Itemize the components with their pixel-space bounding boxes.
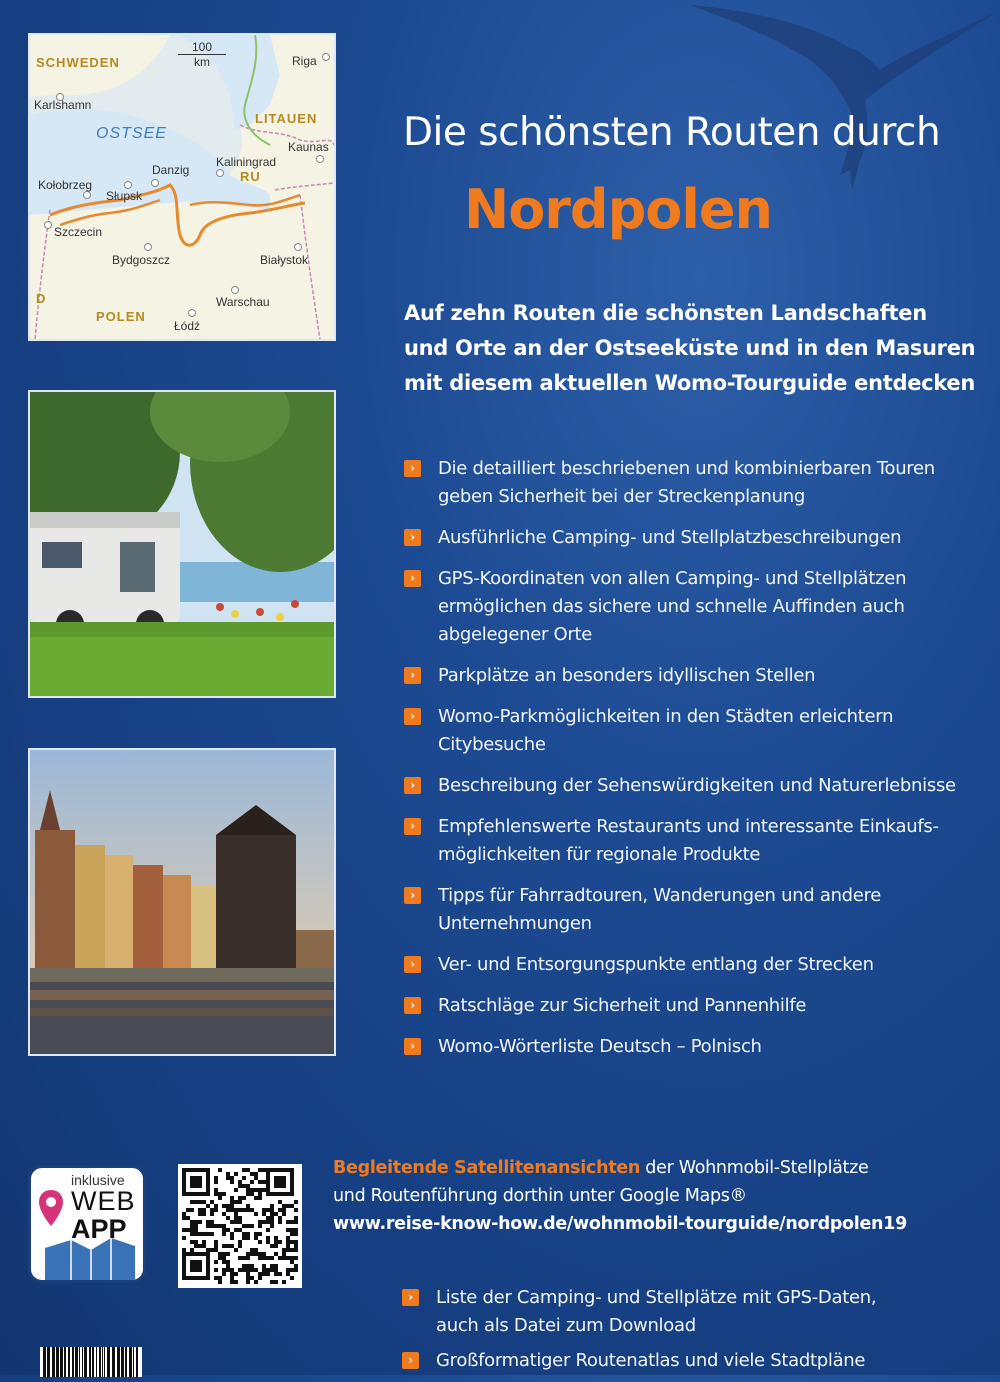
feature-list-bottom [402, 1284, 992, 1382]
feature-text: ermöglichen das sichere und schnelle Auffinden auch [438, 596, 905, 617]
web-app-badge [28, 1165, 146, 1283]
camper-photo-graphic [30, 392, 334, 696]
map-scale [178, 41, 226, 69]
chevron-right-icon: › [404, 460, 421, 477]
chevron-right-icon: › [402, 1352, 419, 1369]
satellite-info [333, 1154, 973, 1238]
satellite-text2: und Routenführung dorthin unter Google Maps® [333, 1186, 747, 1206]
chevron-right-icon: › [404, 887, 421, 904]
country-label-poland: POLEN [96, 309, 146, 324]
feature-item [402, 1347, 992, 1375]
feature-item [402, 1284, 992, 1340]
feature-item [404, 1033, 994, 1061]
feature-list [404, 455, 994, 1074]
chevron-right-icon: › [404, 956, 421, 973]
web-app-web: WEB [71, 1186, 136, 1216]
city-label: Kaunas [288, 140, 329, 154]
feature-item [404, 882, 994, 938]
feature-item [404, 951, 994, 979]
chevron-right-icon: › [402, 1289, 419, 1306]
city-label: Łódź [174, 319, 201, 333]
city-label: Kołobrzeg [38, 178, 93, 192]
qr-code[interactable] [178, 1164, 302, 1288]
city-label: Karlshamn [34, 98, 92, 112]
intro-line: mit diesem aktuellen Womo-Tourguide entdecken [404, 371, 975, 395]
sea-label: OSTSEE [96, 125, 167, 142]
region-title: Nordpolen [464, 178, 772, 241]
feature-text: geben Sicherheit bei der Streckenplanung [438, 486, 805, 507]
city-label: Białystok [260, 253, 309, 267]
city-label: Danzig [152, 163, 190, 177]
qr-code-graphic [178, 1164, 302, 1288]
scale-unit: km [194, 55, 210, 69]
feature-item [404, 455, 994, 511]
intro-line: und Orte an der Ostseeküste und in den Masuren [404, 336, 976, 360]
country-label-russia: RU [240, 169, 261, 184]
feature-text: Tipps für Fahrradtouren, Wanderungen und andere [438, 885, 882, 906]
feature-text: abgelegener Orte [438, 624, 593, 645]
feature-text: möglichkeiten für regionale Produkte [438, 844, 761, 865]
country-label-sweden: SCHWEDEN [36, 55, 120, 70]
country-label-germany: D [36, 291, 47, 306]
scale-value: 100 [178, 41, 226, 55]
chevron-right-icon: › [404, 708, 421, 725]
web-app-app: APP [71, 1214, 127, 1244]
feature-item [404, 772, 994, 800]
chevron-right-icon: › [404, 818, 421, 835]
feature-text: Unternehmungen [438, 913, 592, 934]
gdansk-photo [28, 748, 336, 1056]
feature-item [404, 992, 994, 1020]
country-label-lithuania: LITAUEN [255, 111, 318, 126]
web-app-inklusive: inklusive [71, 1172, 125, 1188]
feature-text: Parkplätze an besonders idyllischen Stellen [438, 665, 816, 686]
feature-text: Womo-Wörterliste Deutsch – Polnisch [438, 1036, 762, 1057]
intro-text [404, 296, 994, 401]
satellite-url-link[interactable]: www.reise-know-how.de/wohnmobil-tourguide/nordpolen19 [333, 1214, 907, 1234]
chevron-right-icon: › [404, 777, 421, 794]
city-label: Szczecin [54, 225, 103, 239]
city-label: Kaliningrad [216, 155, 277, 169]
feature-text: GPS-Koordinaten von allen Camping- und Stellplätzen [438, 568, 907, 589]
barcode-graphic [40, 1347, 142, 1377]
satellite-text1: der Wohnmobil-Stellplätze [640, 1158, 869, 1178]
gdansk-photo-graphic [30, 750, 334, 1054]
city-label: Bydgoszcz [112, 253, 171, 267]
feature-text: Ausführliche Camping- und Stellplatzbeschreibungen [438, 527, 902, 548]
barcode [40, 1347, 142, 1377]
map-pin-icon [31, 1168, 143, 1280]
feature-item [404, 662, 994, 690]
chevron-right-icon: › [404, 529, 421, 546]
feature-text: Die detailliert beschriebenen und kombinierbaren Touren [438, 458, 935, 479]
route-map [28, 33, 336, 341]
chevron-right-icon: › [404, 997, 421, 1014]
feature-text: Liste der Camping- und Stellplätze mit GPS-Daten, [436, 1287, 877, 1308]
camper-photo [28, 390, 336, 698]
satellite-highlight: Begleitende Satellitenansichten [333, 1158, 641, 1178]
headline: Die schönsten Routen durch [403, 110, 941, 155]
feature-text: Ratschläge zur Sicherheit und Pannenhilfe [438, 995, 807, 1016]
city-label: Riga [292, 54, 317, 68]
city-label: Słupsk [106, 189, 143, 203]
city-label: Warschau [216, 295, 270, 309]
feature-text: Citybesuche [438, 734, 546, 755]
feature-item [404, 703, 994, 759]
feature-item [404, 565, 994, 649]
chevron-right-icon: › [404, 1038, 421, 1055]
feature-text: Beschreibung der Sehenswürdigkeiten und Naturerlebnisse [438, 775, 956, 796]
feature-text: Empfehlenswerte Restaurants und interessante Einkaufs- [438, 816, 939, 837]
chevron-right-icon: › [404, 570, 421, 587]
feature-text: Ver- und Entsorgungspunkte entlang der Strecken [438, 954, 874, 975]
feature-text: Großformatiger Routenatlas und viele Stadtpläne [436, 1350, 866, 1371]
feature-item [404, 524, 994, 552]
feature-text: auch als Datei zum Download [436, 1315, 696, 1336]
feature-text: Womo-Parkmöglichkeiten in den Städten erleichtern [438, 706, 894, 727]
intro-line: Auf zehn Routen die schönsten Landschaften [404, 301, 927, 325]
feature-item [404, 813, 994, 869]
chevron-right-icon: › [404, 667, 421, 684]
bird-silhouette-icon [690, 0, 1000, 200]
